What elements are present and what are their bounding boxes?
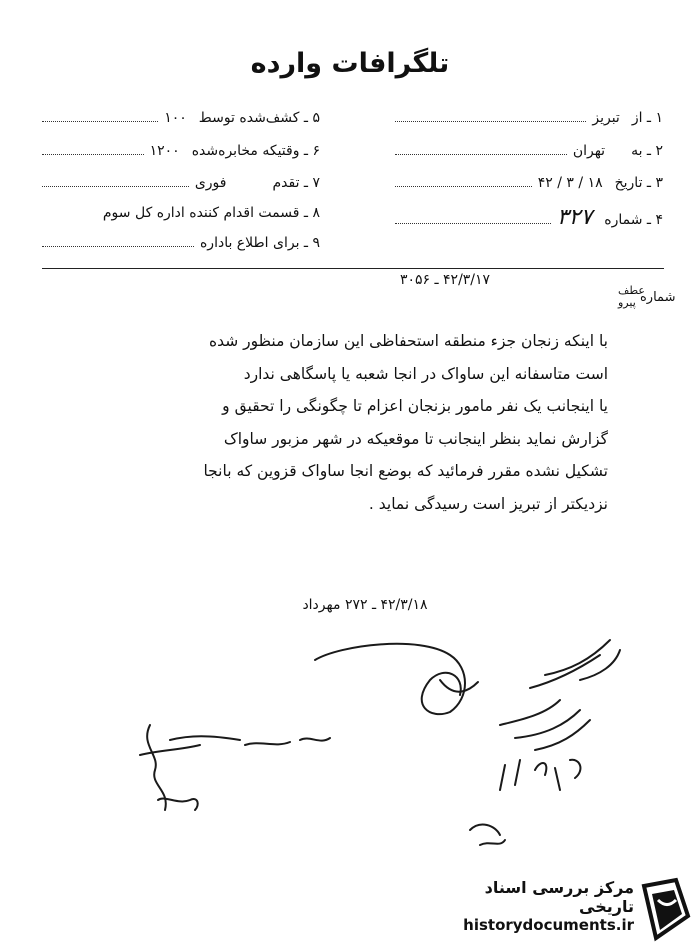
field-value: ۳۲۷ [556,205,593,230]
handwritten-annotations [0,620,700,860]
page-title: تلگرافات وارده [250,48,450,79]
dotted-line [42,120,158,122]
stamp-peyro: پیرو [618,296,636,309]
telegram-body [82,325,608,520]
body-line: تشکیل نشده مقرر فرمائید که بوضع انجا ساواک قزوین که بانجا [203,462,608,480]
body-line: یا اینجانب یک نفر مامور بزنجان اعزام تا چگونگی را تحقیق و [222,397,608,415]
reference-number: ۴۲/۳/۱۷ ـ ۳۰۵۶ [399,272,491,288]
field-label: ۱ ـ از [631,110,663,126]
field-label: ۵ ـ کشف‌شده توسط [198,110,320,126]
field-value: ۱۰۰ [164,110,187,126]
field-for-information [42,235,320,251]
dotted-line [395,222,551,224]
watermark [388,866,700,952]
closing-reference: ۴۲/۳/۱۸ ـ ۲۷۲ مهرداد [302,597,428,613]
field-transmitted [42,143,320,159]
field-action-department [42,205,320,221]
field-priority [42,175,320,191]
reference-label-block [598,282,676,312]
field-value: ۱۸ / ۳ / ۴۲ [537,175,603,191]
field-date [395,175,663,191]
stamp-atf: عطف [618,284,645,297]
dotted-line [42,153,144,155]
field-label: ۹ ـ برای اطلاع باداره [199,235,320,251]
field-value: تبریز [592,110,620,126]
field-from [395,110,663,126]
field-decoded-by [42,110,320,126]
dotted-line [395,185,532,187]
body-line: است متاسفانه این ساواک در انجا شعبه یا پاسگاهی ندارد [243,364,608,383]
field-label: ۲ ـ به [631,143,663,159]
field-label: ۸ ـ قسمت اقدام کننده اداره کل سوم [102,205,320,221]
field-value: فوری [194,175,227,191]
field-number [395,205,663,230]
field-value: تهران [572,143,606,159]
reference-label: شماره [640,290,676,305]
field-label: ۷ ـ تقدم [272,175,320,191]
field-label: ۴ ـ شماره [604,212,663,228]
field-label: ۶ ـ وقتیکه مخابره‌شده [191,143,320,159]
document-archive-logo-icon [636,876,696,946]
dotted-line [395,153,567,155]
divider-line [42,268,664,269]
body-line: با اینکه زنجان جزء منطقه استحفاظی این سازمان منظور شده [209,332,608,350]
dotted-line [395,120,586,122]
body-line: نزدیکتر از تبریز است رسیدگی نماید . [368,494,608,513]
watermark-url: historydocuments.ir [463,916,634,934]
dotted-line [42,245,194,247]
field-label: ۳ ـ تاریخ [614,175,663,191]
watermark-title: مرکز بررسی اسناد تاریخی [484,878,634,916]
field-value: ۱۲۰۰ [149,143,180,159]
field-to [395,143,663,159]
dotted-line [42,185,189,187]
signature-loop [315,644,465,714]
body-line: گزارش نماید بنظر اینجانب تا موقعیکه در شهر مزبور ساواک [223,429,608,448]
